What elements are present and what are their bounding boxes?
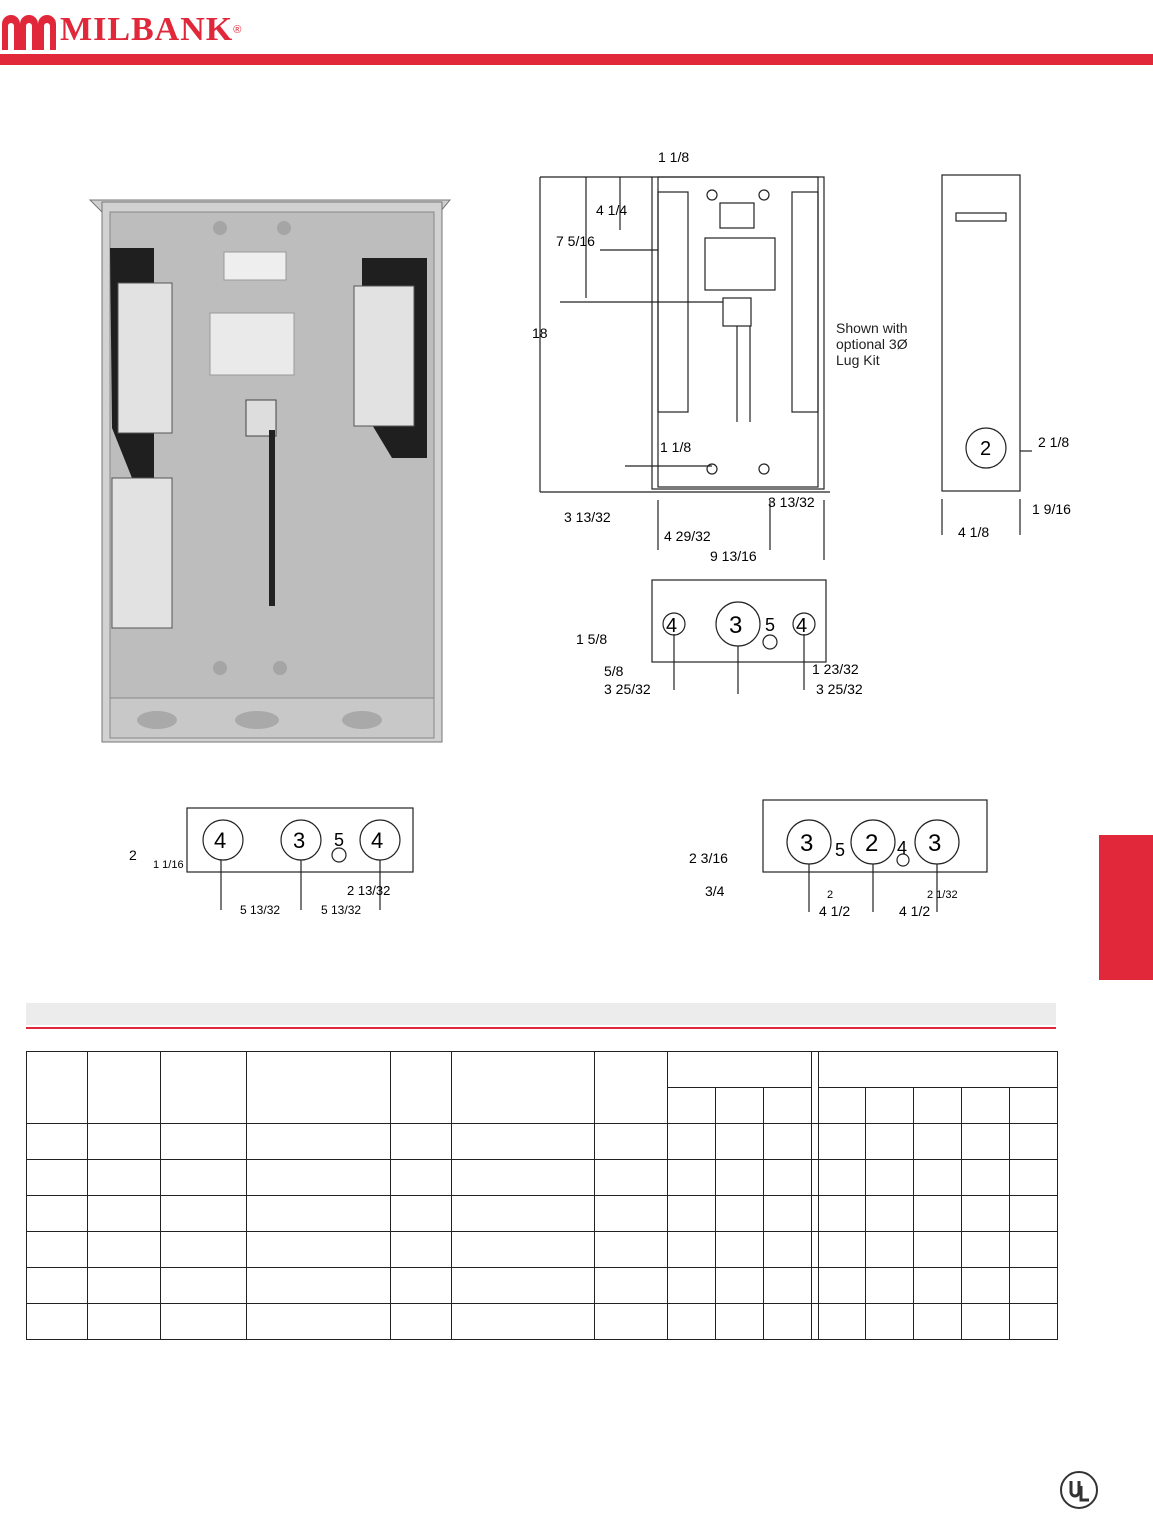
- table-row: [27, 1196, 1058, 1232]
- table-cell: [962, 1160, 1010, 1196]
- table-cell: [247, 1196, 391, 1232]
- bv1-dim-left-spacing: 3 25/32: [604, 681, 651, 697]
- table-cell: [87, 1268, 160, 1304]
- column-separator: [811, 1052, 818, 1124]
- table-cell: [866, 1196, 914, 1232]
- table-cell: [866, 1124, 914, 1160]
- ul-listed-icon: [1059, 1470, 1099, 1510]
- table-cell: [866, 1232, 914, 1268]
- table-title-band: [26, 1003, 1056, 1025]
- bottom-view-2: [125, 800, 425, 920]
- table-cell: [668, 1304, 716, 1340]
- front-elevation-drawing: [530, 140, 830, 570]
- table-cell: [451, 1304, 595, 1340]
- bv3-knockout-5: 3: [928, 830, 942, 857]
- table-row: [27, 1304, 1058, 1340]
- table-cell: [247, 1304, 391, 1340]
- brand-name: MILBANK: [60, 11, 234, 48]
- bv2-dim-screw-offset: 2 13/32: [347, 883, 391, 898]
- header-rule: [0, 54, 1153, 65]
- bv1-knockout-2: 3: [729, 612, 743, 639]
- table-cell: [866, 1160, 914, 1196]
- table-cell: [451, 1196, 595, 1232]
- table-cell: [390, 1196, 451, 1232]
- table-cell: [763, 1304, 811, 1340]
- table-cell: [914, 1124, 962, 1160]
- table-cell: [914, 1304, 962, 1340]
- table-cell: [390, 1124, 451, 1160]
- bv1-knockout-4: 4: [796, 615, 808, 637]
- bv3-dim-right-small: 2 1/32: [927, 889, 958, 901]
- bv1-knockout-3: 5: [765, 615, 776, 635]
- table-cell: [160, 1124, 247, 1160]
- table-cell: [247, 1124, 391, 1160]
- table-cell: [715, 1124, 763, 1160]
- table-header-row: [27, 1052, 1058, 1088]
- table-cell: [451, 1124, 595, 1160]
- dim-height: 18: [532, 325, 548, 341]
- spec-table: [26, 1051, 1058, 1340]
- table-cell: [962, 1196, 1010, 1232]
- column-separator: [811, 1160, 818, 1196]
- table-cell: [247, 1160, 391, 1196]
- bv1-dim-right-offset: 1 23/32: [812, 661, 859, 677]
- table-cell: [27, 1124, 88, 1160]
- bv1-dim-right-spacing: 3 25/32: [816, 681, 863, 697]
- milbank-arch-icon: [0, 10, 60, 50]
- table-cell: [160, 1268, 247, 1304]
- bottom-view-1: [570, 572, 880, 702]
- dim-knockout-height: 2 1/8: [1038, 434, 1070, 450]
- bv1-dim-low-offset: 5/8: [604, 663, 624, 679]
- bottom-view-3: [685, 792, 995, 922]
- lug-kit-note: Shown with optional 3Ø Lug Kit: [836, 320, 908, 368]
- bv3-dim-low-offset: 3/4: [705, 883, 725, 899]
- bv2-knockout-3: 5: [334, 830, 345, 850]
- registered-mark: ®: [233, 24, 242, 36]
- column-separator: [811, 1304, 818, 1340]
- column-separator: [811, 1232, 818, 1268]
- header-group-cell: [668, 1052, 812, 1088]
- subheader-cell: [866, 1088, 914, 1124]
- table-cell: [763, 1160, 811, 1196]
- table-cell: [247, 1232, 391, 1268]
- table-cell: [962, 1124, 1010, 1160]
- table-cell: [390, 1160, 451, 1196]
- subheader-cell: [962, 1088, 1010, 1124]
- table-row: [27, 1268, 1058, 1304]
- table-cell: [595, 1124, 668, 1160]
- dim-top-offset: 1 1/8: [658, 149, 690, 165]
- bv2-dim-height: 2: [129, 847, 137, 863]
- table-cell: [247, 1268, 391, 1304]
- table-cell: [160, 1160, 247, 1196]
- table-cell: [818, 1196, 866, 1232]
- table-cell: [595, 1196, 668, 1232]
- table-cell: [595, 1268, 668, 1304]
- table-cell: [87, 1124, 160, 1160]
- dim-upper-lug: 4 1/4: [596, 202, 628, 218]
- table-cell: [962, 1232, 1010, 1268]
- table-cell: [1010, 1124, 1058, 1160]
- table-cell: [962, 1304, 1010, 1340]
- table-cell: [914, 1196, 962, 1232]
- dim-lug-span: 7 5/16: [556, 233, 595, 249]
- table-cell: [914, 1232, 962, 1268]
- table-cell: [818, 1304, 866, 1340]
- side-knockout: 2: [980, 438, 992, 460]
- table-cell: [715, 1232, 763, 1268]
- table-row: [27, 1160, 1058, 1196]
- column-separator: [811, 1268, 818, 1304]
- subheader-cell: [715, 1088, 763, 1124]
- table-cell: [451, 1268, 595, 1304]
- table-cell: [715, 1160, 763, 1196]
- table-cell: [668, 1268, 716, 1304]
- bv3-knockout-1: 3: [800, 830, 814, 857]
- table-cell: [390, 1268, 451, 1304]
- bv1-knockout-1: 4: [666, 615, 678, 637]
- header-cell: [27, 1052, 88, 1124]
- header-cell: [451, 1052, 595, 1124]
- table-cell: [1010, 1232, 1058, 1268]
- table-cell: [27, 1304, 88, 1340]
- bv2-knockout-2: 3: [293, 828, 306, 853]
- dim-bottom-offset: 1 1/8: [660, 439, 692, 455]
- table-cell: [1010, 1160, 1058, 1196]
- table-cell: [818, 1268, 866, 1304]
- table-cell: [763, 1232, 811, 1268]
- bv3-dim-left-spacing: 4 1/2: [819, 903, 851, 919]
- table-cell: [668, 1232, 716, 1268]
- table-cell: [818, 1232, 866, 1268]
- subheader-cell: [914, 1088, 962, 1124]
- table-cell: [668, 1124, 716, 1160]
- table-cell: [818, 1160, 866, 1196]
- subheader-cell: [1010, 1088, 1058, 1124]
- table-cell: [595, 1232, 668, 1268]
- dim-depth-offset: 1 9/16: [1032, 501, 1071, 517]
- bv3-knockout-2: 5: [835, 840, 846, 860]
- column-separator: [811, 1196, 818, 1232]
- table-cell: [87, 1160, 160, 1196]
- dim-right-margin: 3 13/32: [768, 494, 815, 510]
- bv3-dim-right-spacing: 4 1/2: [899, 903, 931, 919]
- table-cell: [595, 1160, 668, 1196]
- dim-left-margin: 3 13/32: [564, 509, 611, 525]
- bv2-knockout-4: 4: [371, 828, 384, 853]
- bv3-knockout-4: 4: [897, 838, 908, 858]
- table-row: [27, 1124, 1058, 1160]
- dim-width: 9 13/16: [710, 548, 757, 564]
- table-cell: [87, 1232, 160, 1268]
- bv3-knockout-3: 2: [865, 830, 879, 857]
- bv3-dim-height: 2 3/16: [689, 850, 728, 866]
- table-cell: [962, 1268, 1010, 1304]
- table-body: [27, 1124, 1058, 1340]
- bv3-dim-left-small: 2: [827, 889, 834, 901]
- table-cell: [451, 1160, 595, 1196]
- table-cell: [715, 1268, 763, 1304]
- table-cell: [595, 1304, 668, 1340]
- bv2-dim-small-offset: 1 1/16: [153, 859, 184, 871]
- header-cell: [595, 1052, 668, 1124]
- table-cell: [160, 1304, 247, 1340]
- dim-center-offset: 4 29/32: [664, 528, 711, 544]
- table-cell: [763, 1124, 811, 1160]
- table-cell: [668, 1196, 716, 1232]
- side-elevation-drawing: [920, 165, 1080, 545]
- bv2-knockout-1: 4: [214, 828, 227, 853]
- table-cell: [87, 1196, 160, 1232]
- table-cell: [914, 1268, 962, 1304]
- table-title-rule: [26, 1027, 1056, 1029]
- brand-logo: [0, 10, 241, 50]
- bv2-dim-right-spacing: 5 13/32: [321, 903, 362, 917]
- table-cell: [763, 1268, 811, 1304]
- section-tab: [1099, 835, 1153, 980]
- column-separator: [811, 1124, 818, 1160]
- table-cell: [27, 1268, 88, 1304]
- table-cell: [27, 1160, 88, 1196]
- header-cell: [160, 1052, 247, 1124]
- table-cell: [668, 1160, 716, 1196]
- table-cell: [27, 1232, 88, 1268]
- table-cell: [87, 1304, 160, 1340]
- header-cell: [87, 1052, 160, 1124]
- product-photo: [72, 178, 467, 750]
- table-cell: [451, 1232, 595, 1268]
- table-cell: [160, 1196, 247, 1232]
- table-cell: [1010, 1304, 1058, 1340]
- table-cell: [27, 1196, 88, 1232]
- table-cell: [160, 1232, 247, 1268]
- table-cell: [866, 1268, 914, 1304]
- table-cell: [715, 1196, 763, 1232]
- table-cell: [1010, 1268, 1058, 1304]
- subheader-cell: [818, 1088, 866, 1124]
- table-cell: [390, 1232, 451, 1268]
- header-group-cell: [818, 1052, 1057, 1088]
- bv2-dim-left-spacing: 5 13/32: [240, 903, 281, 917]
- dim-depth: 4 1/8: [958, 524, 990, 540]
- table-cell: [866, 1304, 914, 1340]
- table-cell: [1010, 1196, 1058, 1232]
- table-row: [27, 1232, 1058, 1268]
- table-cell: [818, 1124, 866, 1160]
- bv1-dim-height-offset: 1 5/8: [576, 631, 608, 647]
- table-cell: [715, 1304, 763, 1340]
- table-cell: [390, 1304, 451, 1340]
- subheader-cell: [668, 1088, 716, 1124]
- table-cell: [763, 1196, 811, 1232]
- table-cell: [914, 1160, 962, 1196]
- header-cell: [390, 1052, 451, 1124]
- subheader-cell: [763, 1088, 811, 1124]
- header-cell: [247, 1052, 391, 1124]
